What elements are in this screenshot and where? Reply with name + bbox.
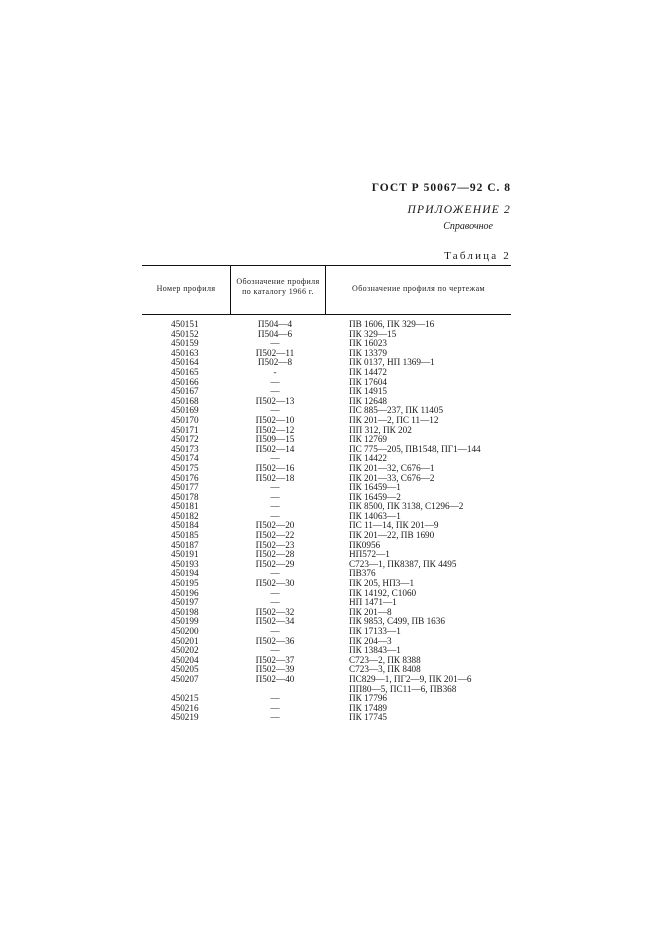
catalog-designation-cell: — — [270, 712, 280, 723]
profile-number-cell: 450151 — [171, 319, 199, 329]
catalog-designation-cell: — — [270, 501, 280, 512]
catalog-designation-cell: П502—32 — [255, 606, 295, 617]
catalog-designation-cell: — — [270, 376, 280, 387]
profile-number-cell: 450171 — [171, 424, 199, 435]
catalog-designation-cell: — — [270, 626, 280, 636]
profile-number-cell: 450207 — [171, 673, 199, 684]
table-row — [0, 541, 661, 551]
profile-number-cell: 450198 — [171, 606, 199, 617]
profile-number-cell: 450204 — [171, 654, 199, 665]
profile-number-cell: 450185 — [171, 530, 199, 541]
profile-number-cell: 450197 — [171, 597, 199, 608]
drawing-designation-cell: ПК 17796 — [349, 693, 388, 704]
profile-number-cell: 450200 — [171, 626, 199, 636]
drawing-designation-cell: ПВ 1606, ПК 329—16 — [349, 319, 435, 329]
catalog-designation-cell: П502—37 — [255, 654, 295, 665]
table-row — [0, 445, 661, 455]
catalog-designation-cell: — — [270, 645, 280, 656]
catalog-designation-cell: П502—28 — [255, 549, 295, 560]
table-row — [0, 713, 661, 723]
profile-number-cell: 450216 — [171, 702, 199, 713]
profile-number-cell: 450219 — [171, 712, 199, 723]
profile-number-cell: 450184 — [171, 520, 199, 531]
profile-number-cell: 450152 — [171, 328, 199, 339]
drawing-designation-cell: ПК 201—2, ПС 11—12 — [349, 414, 439, 425]
drawing-designation-cell: НП572—1 — [349, 549, 390, 560]
profile-number-cell: 450196 — [171, 587, 199, 598]
profile-number-cell: 450202 — [171, 645, 199, 656]
appendix-title: ПРИЛОЖЕНИЕ 2 — [407, 204, 511, 216]
catalog-designation-cell: П502—36 — [255, 635, 295, 646]
catalog-designation-cell: П502—14 — [255, 443, 295, 454]
table-row — [0, 454, 661, 464]
catalog-designation-cell: — — [270, 482, 280, 493]
table-row — [0, 656, 661, 666]
catalog-designation-cell: П502—11 — [255, 347, 295, 358]
profile-number-cell: 450178 — [171, 491, 199, 502]
table-header-rule — [142, 314, 511, 315]
table-row — [0, 569, 661, 579]
profile-number-cell: 450173 — [171, 443, 199, 454]
table-row — [0, 330, 661, 340]
table-row — [0, 704, 661, 714]
catalog-designation-cell: П502—20 — [255, 520, 295, 531]
profile-number-cell: 450165 — [171, 366, 199, 377]
drawing-designation-cell: ПК 16023 — [349, 338, 388, 349]
catalog-designation-cell: - — [273, 366, 277, 377]
catalog-designation-cell: П502—34 — [255, 616, 295, 627]
catalog-designation-cell: — — [270, 491, 280, 502]
appendix-note: Справочное — [443, 221, 493, 232]
catalog-designation-cell: — — [270, 338, 280, 349]
drawing-designation-cell: ПК 14063—1 — [349, 510, 401, 521]
profile-number-cell: 450172 — [171, 434, 199, 445]
catalog-designation-cell: П502—16 — [255, 462, 295, 473]
drawing-designation-cell: ПК 0137, НП 1369—1 — [349, 357, 435, 368]
table-row — [0, 320, 661, 330]
table-body — [0, 320, 661, 723]
drawing-designation-cell: ПК 201—32, С676—1 — [349, 462, 435, 473]
table-row — [0, 550, 661, 560]
drawing-designation-cell: ПК 8500, ПК 3138, С1296—2 — [349, 501, 464, 512]
profile-number-cell: 450175 — [171, 462, 199, 473]
profile-number-cell: 450166 — [171, 376, 199, 387]
table-row — [0, 339, 661, 349]
drawing-designation-cell: ПК 9853, С499, ПВ 1636 — [349, 616, 445, 627]
drawing-designation-cell: ПП80—5, ПС11—6, ПВ368 — [349, 683, 457, 694]
table-row — [0, 464, 661, 474]
table-row — [0, 493, 661, 503]
table-top-rule — [142, 265, 511, 266]
table-row — [0, 521, 661, 531]
table-row — [0, 608, 661, 618]
table-row — [0, 397, 661, 407]
drawing-designation-cell: ПК 205, НП3—1 — [349, 578, 415, 589]
table-row — [0, 637, 661, 647]
table-row — [0, 502, 661, 512]
drawing-designation-cell: ПК 17133—1 — [349, 626, 401, 636]
drawing-designation-cell: ПС 11—14, ПК 201—9 — [349, 520, 439, 531]
table-row — [0, 435, 661, 445]
drawing-designation-cell: ПК0956 — [349, 539, 381, 550]
drawing-designation-cell: ПВ376 — [349, 568, 376, 579]
profile-number-cell: 450193 — [171, 558, 199, 569]
standard-designation: ГОСТ Р 50067—92 С. 8 — [371, 182, 511, 194]
table-row — [0, 646, 661, 656]
catalog-designation-cell: П502—22 — [255, 530, 295, 541]
catalog-designation-cell: — — [270, 405, 280, 416]
table-row — [0, 598, 661, 608]
profile-number-cell: 450167 — [171, 386, 199, 397]
table-row — [0, 474, 661, 484]
drawing-designation-cell: С723—1, ПК8387, ПК 4495 — [349, 558, 457, 569]
table-row — [0, 531, 661, 541]
drawing-designation-cell: ПК 13843—1 — [349, 645, 401, 656]
catalog-designation-cell: — — [270, 597, 280, 608]
table-row — [0, 387, 661, 397]
drawing-designation-cell: ПК 17604 — [349, 376, 388, 387]
catalog-designation-cell: П502—29 — [255, 558, 295, 569]
drawing-designation-cell: ПК 12769 — [349, 434, 388, 445]
profile-number-cell: 450168 — [171, 395, 199, 406]
drawing-designation-cell: ПС 775—205, ПВ1548, ПГ1—144 — [349, 443, 481, 454]
table-row — [0, 483, 661, 493]
table-row — [0, 426, 661, 436]
drawing-designation-cell: ПС 885—237, ПК 11405 — [349, 405, 444, 416]
profile-number-cell: 450215 — [171, 693, 199, 704]
profile-number-cell: 450201 — [171, 635, 199, 646]
profile-number-cell: 450194 — [171, 568, 199, 579]
drawing-designation-cell: ПК 201—22, ПВ 1690 — [349, 530, 435, 541]
drawing-designation-cell: ПК 16459—1 — [349, 482, 401, 493]
catalog-designation-cell: П502—12 — [255, 424, 295, 435]
catalog-designation-cell: П502—30 — [255, 578, 295, 589]
drawing-designation-cell: ПК 14192, С1060 — [349, 587, 417, 598]
table-row — [0, 579, 661, 589]
table-row — [0, 685, 661, 695]
catalog-designation-cell: — — [270, 693, 280, 704]
table-row — [0, 627, 661, 637]
catalog-designation-cell: П509—15 — [255, 434, 295, 445]
profile-number-cell: 450159 — [171, 338, 199, 349]
catalog-designation-cell: П502—23 — [255, 539, 295, 550]
profile-number-cell: 450163 — [171, 347, 199, 358]
drawing-designation-cell: ПК 201—33, С676—2 — [349, 472, 435, 483]
drawing-designation-cell: ПК 13379 — [349, 347, 388, 358]
catalog-designation-cell: П502—40 — [255, 673, 295, 684]
drawing-designation-cell: НП 1471—1 — [349, 597, 397, 608]
table-row — [0, 560, 661, 570]
table-row — [0, 589, 661, 599]
drawing-designation-cell: ПК 17489 — [349, 702, 388, 713]
profile-number-cell: 450181 — [171, 501, 199, 512]
catalog-designation-cell: — — [270, 568, 280, 579]
profile-number-cell: 450177 — [171, 482, 199, 493]
catalog-designation-cell: П504—4 — [257, 319, 293, 329]
column-header-profile-number: Номер профиля — [156, 284, 216, 293]
profile-number-cell: 450199 — [171, 616, 199, 627]
drawing-designation-cell: ПК 12648 — [349, 395, 388, 406]
drawing-designation-cell: ПК 14422 — [349, 453, 388, 464]
catalog-designation-cell: — — [270, 453, 280, 464]
table-row — [0, 512, 661, 522]
profile-number-cell: 450205 — [171, 664, 199, 675]
column-header-catalog-line2: по каталогу 1966 г. — [242, 287, 314, 296]
catalog-designation-cell: — — [270, 587, 280, 598]
drawing-designation-cell: ПС829—1, ПГ2—9, ПК 201—6 — [349, 673, 472, 684]
profile-number-cell: 450195 — [171, 578, 199, 589]
drawing-designation-cell: ПК 201—8 — [349, 606, 392, 617]
table-row — [0, 378, 661, 388]
column-header-catalog-line1: Обозначение профиля — [236, 277, 320, 286]
table-row — [0, 368, 661, 378]
catalog-designation-cell: — — [270, 386, 280, 397]
profile-number-cell: 450191 — [171, 549, 199, 560]
drawing-designation-cell: С723—3, ПК 8408 — [349, 664, 421, 675]
profile-number-cell: 450174 — [171, 453, 199, 464]
table-row — [0, 617, 661, 627]
profile-number-cell: 450164 — [171, 357, 199, 368]
drawing-designation-cell: ПК 14472 — [349, 366, 388, 377]
column-header-drawing: Обозначение профиля по чертежам — [352, 284, 485, 293]
table-row — [0, 675, 661, 685]
catalog-designation-cell: П502—10 — [255, 414, 295, 425]
profile-number-cell: 450170 — [171, 414, 199, 425]
drawing-designation-cell: ПК 204—3 — [349, 635, 392, 646]
table-row — [0, 694, 661, 704]
catalog-designation-cell: П502—18 — [255, 472, 295, 483]
table-row — [0, 406, 661, 416]
profile-number-cell: 450169 — [171, 405, 199, 416]
drawing-designation-cell: ПК 16459—2 — [349, 491, 401, 502]
catalog-designation-cell: П504—6 — [257, 328, 293, 339]
catalog-designation-cell: П502—13 — [255, 395, 295, 406]
profile-number-cell: 450187 — [171, 539, 199, 550]
drawing-designation-cell: С723—2, ПК 8388 — [349, 654, 421, 665]
table-title: Таблица 2 — [444, 250, 511, 262]
catalog-designation-cell: — — [270, 702, 280, 713]
drawing-designation-cell: ПК 17745 — [349, 712, 388, 723]
column-header-catalog — [231, 277, 325, 297]
catalog-designation-cell: П502—39 — [255, 664, 295, 675]
drawing-designation-cell: ПК 329—15 — [349, 328, 397, 339]
table-row — [0, 416, 661, 426]
profile-number-cell: 450176 — [171, 472, 199, 483]
table-row — [0, 665, 661, 675]
catalog-designation-cell: П502—8 — [257, 357, 293, 368]
profile-number-cell: 450182 — [171, 510, 199, 521]
table-row — [0, 358, 661, 368]
drawing-designation-cell: ПП 312, ПК 202 — [349, 424, 412, 435]
catalog-designation-cell: — — [270, 510, 280, 521]
table-row — [0, 349, 661, 359]
drawing-designation-cell: ПК 14915 — [349, 386, 388, 397]
